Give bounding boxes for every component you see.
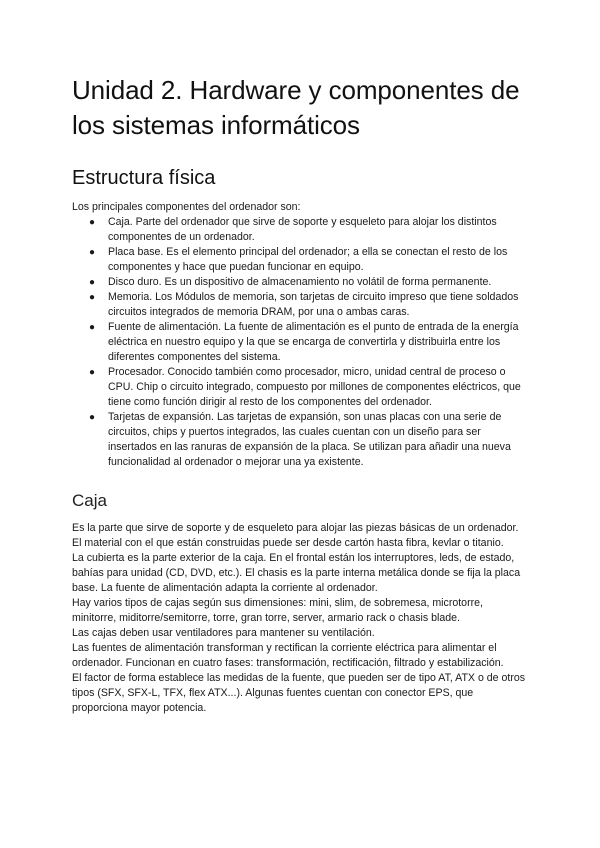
bullet-icon: ●: [89, 367, 96, 378]
list-item: [89, 215, 530, 245]
bullet-icon: ●: [89, 292, 96, 303]
list-item-text: Disco duro. Es un dispositivo de almacenamiento no volátil de forma permanente.: [108, 276, 492, 288]
section-intro: Los principales componentes del ordenador son:: [72, 201, 301, 213]
bullet-icon: ●: [89, 217, 96, 228]
list-item: [89, 290, 530, 320]
list-item: [89, 410, 530, 470]
paragraph: Las fuentes de alimentación transforman y rectifican la corriente eléctrica para alimentar el ordenador. Funcionan en cuatro fases: transformación, rectificación, filtrado y estabilización.: [72, 642, 504, 669]
list-item-text: Memoria. Los Módulos de memoria, son tarjetas de circuito impreso que tiene soldados circuitos integrados de memoria DRAM, por una o ambas caras.: [108, 291, 519, 318]
paragraph: Hay varios tipos de cajas según sus dimensiones: mini, slim, de sobremesa, microtorre, minitorre, miditorre/semitorre, torre, gran torre, server, armario rack o chasis blade.: [72, 597, 483, 624]
list-item-text: Caja. Parte del ordenador que sirve de soporte y esqueleto para alojar los distintos componentes de un ordenador.: [108, 216, 497, 243]
bullet-icon: ●: [89, 412, 96, 423]
paragraph: Es la parte que sirve de soporte y de esqueleto para alojar las piezas básicas de un ordenador. El material con el que están construidas puede ser desde cartón hasta fibra, kevlar o titanio.: [72, 522, 519, 549]
list-item: [89, 275, 530, 290]
list-item-text: Fuente de alimentación. La fuente de alimentación es el punto de entrada de la energía eléctrica en nuestro equipo y la que se encarga de convertirla y distribuirla entre los diferentes componentes del sistema.: [108, 321, 519, 363]
section-heading-caja: Caja: [72, 491, 107, 510]
page-title: Unidad 2. Hardware y componentes de los sistemas informáticos: [72, 75, 520, 140]
list-item: [89, 320, 530, 365]
list-item: [89, 365, 530, 410]
paragraph: Las cajas deben usar ventiladores para mantener su ventilación.: [72, 627, 375, 639]
paragraph: El factor de forma establece las medidas de la fuente, que pueden ser de tipo AT, ATX o de otros tipos (SFX, SFX-L, TFX, flex ATX...). Algunas fuentes cuentan con conector EPS, que proporciona mayor potencia.: [72, 672, 526, 714]
bullet-icon: ●: [89, 247, 96, 258]
bullet-icon: ●: [89, 322, 96, 333]
document-page: [72, 0, 530, 716]
bullet-icon: ●: [89, 277, 96, 288]
section-heading-estructura: Estructura física: [72, 167, 216, 189]
paragraph: La cubierta es la parte exterior de la caja. En el frontal están los interruptores, leds, de estado, bahías para unidad (CD, DVD, etc.). El chasis es la parte interna metálica donde se fija la placa base. La fuente de alimentación adapta la corriente al ordenador.: [72, 552, 521, 594]
caja-body: [72, 521, 530, 716]
list-item-text: Procesador. Conocido también como procesador, micro, unidad central de proceso o CPU. Chip o circuito integrado, compuesto por millones de componentes eléctricos, que tiene como función dirigir al resto de los componentes del ordenador.: [108, 366, 521, 408]
list-item-text: Placa base. Es el elemento principal del ordenador; a ella se conectan el resto de los componentes y hace que puedan funcionar en equipo.: [108, 246, 508, 273]
components-list: [72, 215, 530, 470]
list-item: [89, 245, 530, 275]
list-item-text: Tarjetas de expansión. Las tarjetas de expansión, son unas placas con una serie de circuitos, chips y puertos integrados, las cuales cuentan con un diseño para ser insertados en las ranuras de expansión de la placa. Se utilizan para añadir una nueva funcionalidad al ordenador o mejorar una ya existente.: [108, 411, 511, 468]
